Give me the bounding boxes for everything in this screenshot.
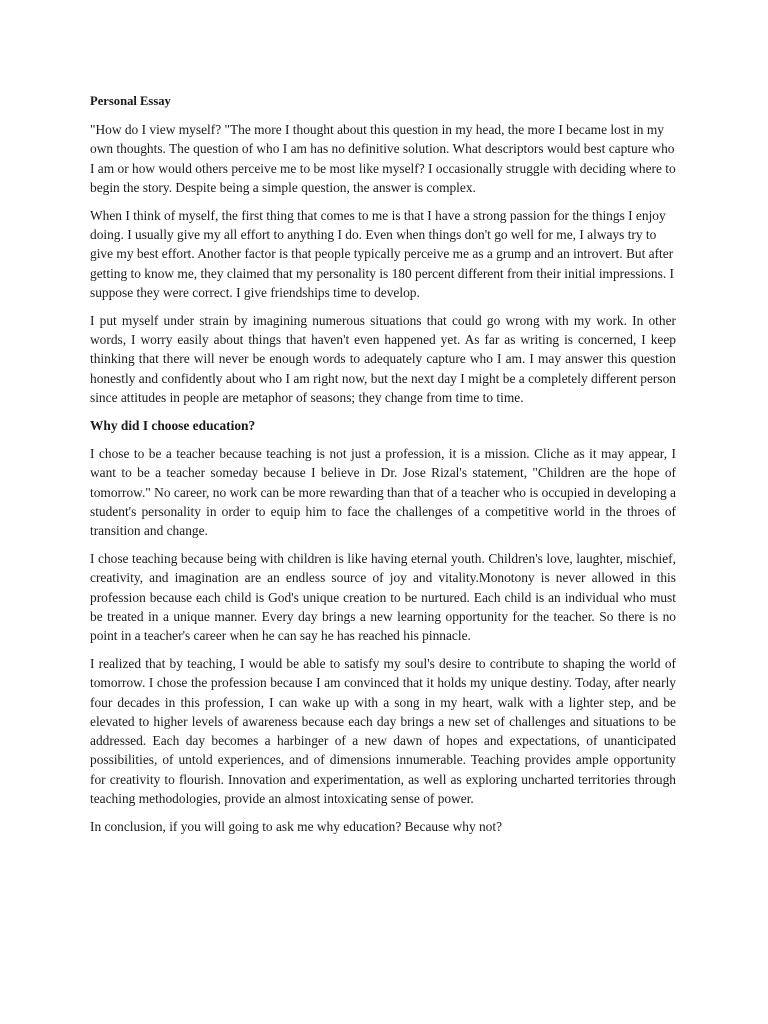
paragraph-2: When I think of myself, the first thing that comes to me is that I have a strong passion for the things I enjoy doing. I usually give my all effort to anything I do. Even when things don't go well for me, I always try to give my best effort. Another factor is that people typically perceive me as a grump and an introvert. But after getting to know me, they claimed that my personality is 180 percent different from their initial impressions. I suppose they were correct. I give friendships time to develop. bbox=[90, 208, 674, 300]
document-title: Personal Essay bbox=[90, 94, 171, 108]
document-body bbox=[90, 92, 676, 845]
section-heading-education: Why did I choose education? bbox=[90, 418, 256, 434]
paragraph-6: I realized that by teaching, I would be able to satisfy my soul's desire to contribute to shaping the world of tomorrow. I chose the profession because I am convinced that it holds my unique destiny. Today, after nearly four decades in this profession, I can wake up with a song in my heart, walk with a lighter step, and be elevated to higher levels of awareness because each day brings a new set of challenges and situations to be addressed. Each day becomes a harbinger of a new dawn of hopes and expectations, of unanticipated possibilities, of untold experiences, and of dimensions innumerable. Teaching provides ample opportunity for creativity to flourish. Innovation and experimentation, as well as exploring uncharted territories through teaching methodologies, provide an almost intoxicating sense of power. bbox=[90, 656, 676, 806]
paragraph-3: I put myself under strain by imagining numerous situations that could go wrong with my work. In other words, I worry easily about things that haven't even happened yet. As far as writing is concerned, I keep thinking that there will never be enough words to adequately capture who I am. I may answer this question honestly and confidently about who I am right now, but the next day I might be a completely different person since attitudes in people are metaphor of seasons; they change from time to time. bbox=[90, 313, 676, 405]
paragraph-4: I chose to be a teacher because teaching is not just a profession, it is a mission. Cliche as it may appear, I want to be a teacher someday because I believe in Dr. Jose Rizal's statement, "Children are the hope of tomorrow." No career, no work can be more rewarding than that of a teacher who is occupied in developing a student's personality in order to equip him to face the challenges of a competitive world in the throes of transition and change. bbox=[90, 446, 676, 539]
paragraph-5: I chose teaching because being with children is like having eternal youth. Children's love, laughter, mischief, creativity, and imagination are an endless source of joy and vitality.Monotony is never allowed in this profession because each child is God's unique creation to be nurtured. Each child is an individual who must be treated in a unique manner. Every day brings a new learning opportunity for the teacher. So there is no point in a teacher's career when he can say he has reached his pinnacle. bbox=[90, 551, 676, 644]
paragraph-1: "How do I view myself? "The more I thought about this question in my head, the more I became lost in my own thoughts. The question of who I am has no definitive solution. What descriptors would best capture who I am or how would others perceive me to be most like myself? I occasionally struggle with deciding where to begin the story. Despite being a simple question, the answer is complex. bbox=[90, 122, 676, 195]
paragraph-conclusion: In conclusion, if you will going to ask me why education? Because why not? bbox=[90, 818, 503, 834]
